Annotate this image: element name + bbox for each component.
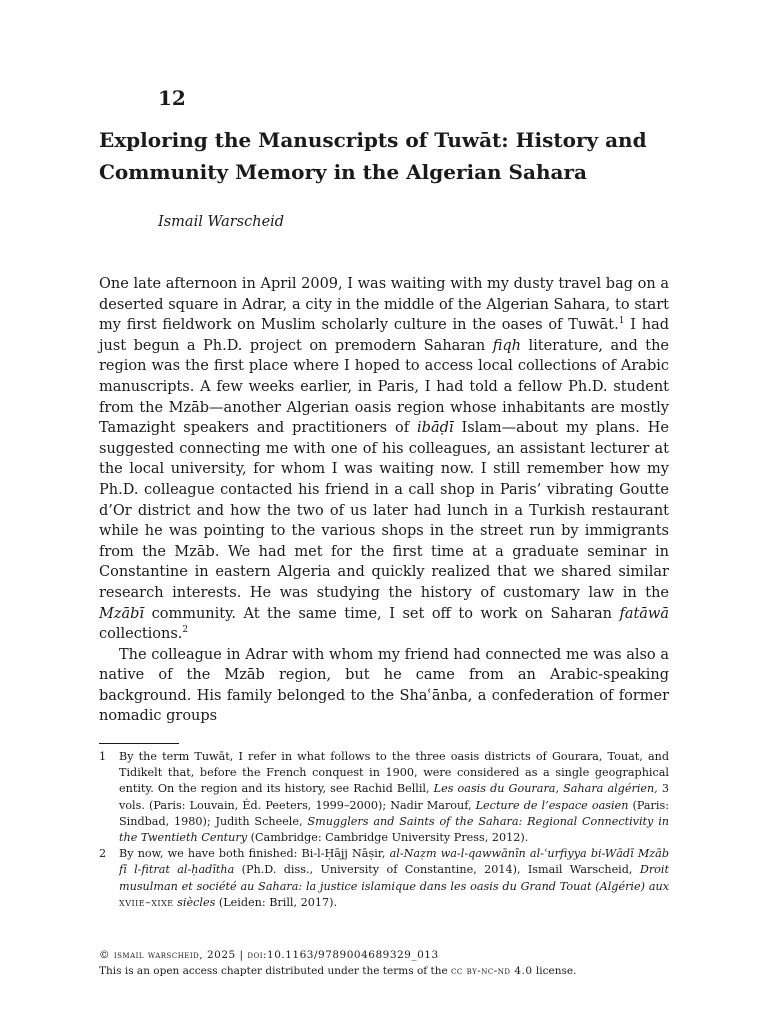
body-text [99,274,669,727]
license-block [99,947,699,979]
footnote-number: 2 [99,847,107,861]
footnote-1: 1 By the term Tuwāt, I refer in what follows to the three oasis districts of Gourara, Touat, and Tidikelt that, before the French conquest in 1900, were considered as a single geographical entity. On the region and its history, see Rachid Bellil, Les oasis du Gourara, Sahara algérien, 3 vols. (Paris: Louvain, Éd. Peeters, 1999–2000); Nadir Marouf, Lecture de l’espace oasien (Paris: Sindbad, 1980); Judith Scheele, Smugglers and Saints of the Sahara: Regional Connectivity in the Twentieth Century (Cambridge: Cambridge University Press, 2012). [99,750,670,845]
chapter-title: Exploring the Manuscripts of Tuwāt: History and Community Memory in the Algerian Sahara [99,128,647,184]
footnotes [99,749,669,911]
author-name: Ismail Warscheid [158,214,285,230]
footnote-number: 1 [99,750,107,763]
footnote-2: 2 By now, we have both finished: Bi-l-Ḥājj Nāṣir, al-Naẓm wa-l-qawwānīn al-ʿurfiyya bi-Wādī Mzāb fī l-fitrat al-ḥadītha (Ph.D. diss., University of Constantine, 2014), Ismail Warscheid, Droit musulman et société au Sahara: la justice islamique dans les oasis du Grand Touat (Algérie) aux xviie–xixe siècles (Leiden: Brill, 2017). [99,847,669,909]
footnote-divider [99,743,179,744]
paragraph-2: The colleague in Adrar with whom my friend had connected me was also a native of the Mzāb region, but he came from an Arabic-speaking background. His family belonged to the Shaʿānba, a confederation of former nomadic groups [99,646,669,725]
paragraph-1: One late afternoon in April 2009, I was waiting with my dusty travel bag on a deserted square in Adrar, a city in the middle of the Algerian Sahara, to start my first fieldwork on Muslim scholarly culture in the oases of Tuwāt.$^1$ I had just begun a Ph.D. project on premodern Saharan fiqh literature, and the region was the first place where I hoped to access local collections of Arabic manuscripts. A few weeks earlier, in Paris, I had told a fellow Ph.D. student from the Mzāb—another Algerian oasis region whose inhabitants are mostly Tamazight speakers and practitioners of ibāḍī Islam—about my plans. He suggested connecting me with one of his colleagues, an assistant lecturer at the local university, for whom I was waiting now. I still remember how my Ph.D. colleague contacted his friend in a call shop in Paris’ vibrating Goutte d’Or district and how the two of us later had lunch in a Turkish restaurant while he was pointing to the various shops in the street run by immigrants from the Mzāb. We had met for the first time at a graduate seminar in Constantine in eastern Algeria and quickly realized that we shared similar research interests. He was studying the history of customary law in the Mzābī community. At the same time, I set off to work on Saharan fatāwā collections.$^2$ [99,276,669,643]
copyright-line: © ismail warscheid, 2025 | doi:10.1163/9789004689329_013 [99,949,439,961]
footnote-ref-2[interactable]: 2 [182,625,189,636]
chapter-number: 12 [158,86,186,110]
footnote-ref-1[interactable]: 1 [618,316,625,327]
license-line: This is an open access chapter distributed under the terms of the cc by-nc-nd 4.0 license. [99,965,577,977]
